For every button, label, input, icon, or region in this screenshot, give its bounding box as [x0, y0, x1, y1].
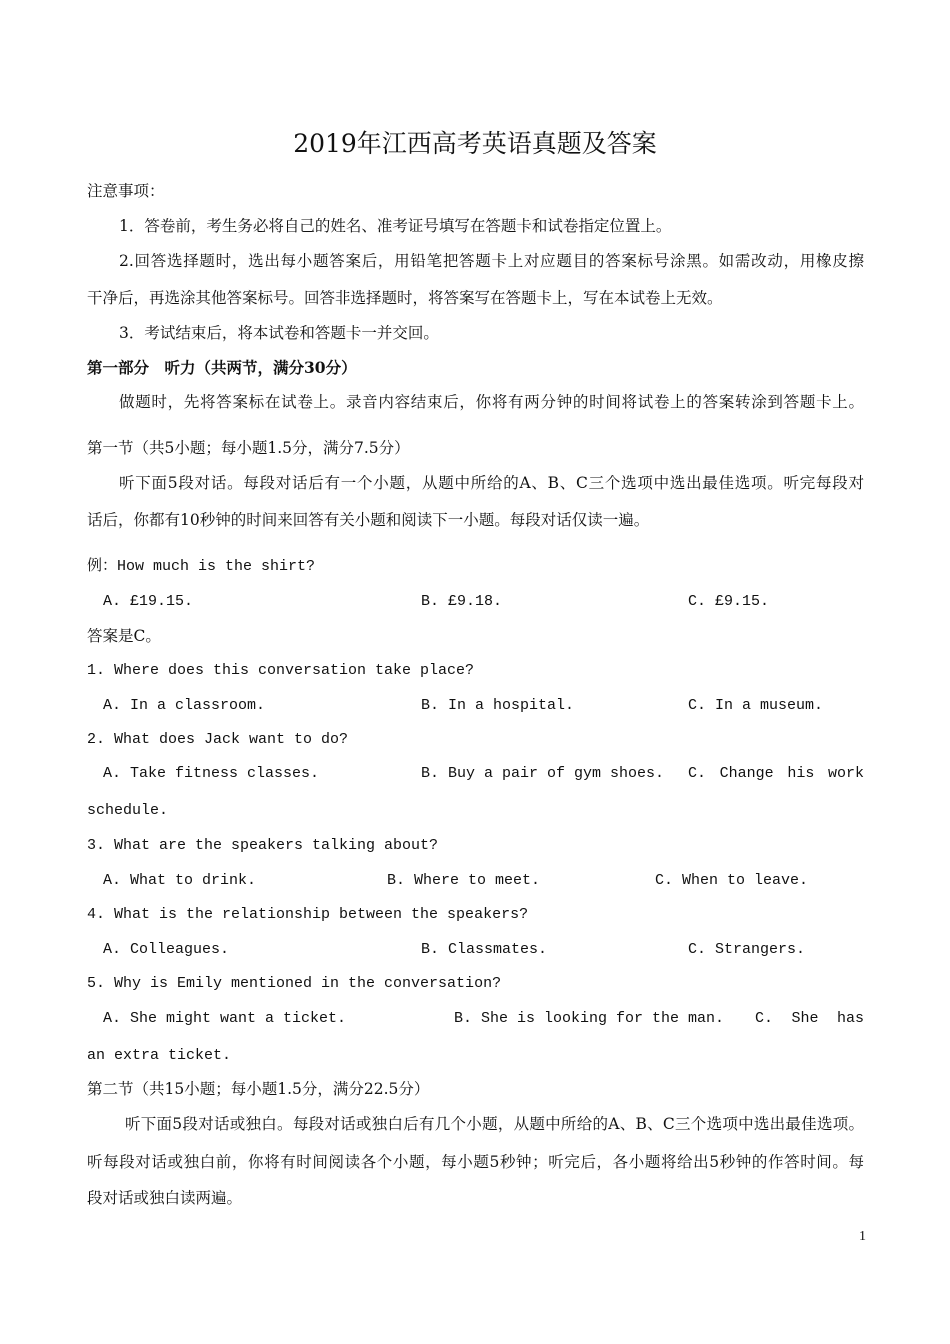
notice-heading: 注意事项：	[87, 182, 165, 200]
question-2-option-a: A. Take fitness classes.	[103, 765, 320, 782]
section2-instruction-line-2: 听每段对话或独白前，你将有时间阅读各个小题，每小题5秒钟；听完后，各小题将给出5秒钟的作答时间。每	[87, 1153, 864, 1171]
question-4-option-b: B. Classmates.	[421, 941, 548, 958]
notice-item-3: 3．考试结束后，将本试卷和答题卡一并交回。	[119, 324, 439, 342]
example-option-c: C. £9.15.	[688, 593, 770, 610]
page-title: 2019年江西高考英语真题及答案	[293, 129, 657, 158]
question-4: 4. What is the relationship between the speakers?	[87, 906, 529, 923]
question-5-option-c: C. She has	[755, 1010, 864, 1027]
question-1-option-a: A. In a classroom.	[103, 697, 266, 714]
example-answer: 答案是C。	[87, 627, 161, 645]
example-question: 例：How much is the shirt?	[87, 558, 316, 575]
example-option-a: A. £19.15.	[103, 593, 194, 610]
question-1-option-c: C. In a museum.	[688, 697, 824, 714]
section1-instruction-line-2: 话后，你都有10秒钟的时间来回答有关小题和阅读下一小题。每段对话仅读一遍。	[87, 511, 650, 529]
question-2-option-b: B. Buy a pair of gym shoes.	[421, 765, 665, 782]
question-3-option-c: C. When to leave.	[655, 872, 809, 889]
notice-item-1: 1．答卷前，考生务必将自己的姓名、准考证号填写在答题卡和试卷指定位置上。	[119, 217, 672, 235]
question-1: 1. Where does this conversation take place?	[87, 662, 475, 679]
question-3-option-a: A. What to drink.	[103, 872, 257, 889]
notice-item-2-line-2: 干净后，再选涂其他答案标号。回答非选择题时，将答案写在答题卡上，写在本试卷上无效。	[87, 289, 723, 307]
question-2-option-c-continued: schedule.	[87, 802, 169, 819]
question-5: 5. Why is Emily mentioned in the conversation?	[87, 975, 502, 992]
section2-instruction-line-3: 段对话或独白读两遍。	[87, 1189, 243, 1207]
part1-instruction: 做题时，先将答案标在试卷上。录音内容结束后，你将有两分钟的时间将试卷上的答案转涂到答题卡上。	[119, 393, 864, 411]
question-5-option-b: B. She is looking for the man.	[454, 1010, 725, 1027]
question-3-option-b: B. Where to meet.	[387, 872, 541, 889]
question-5-option-c-continued: an extra ticket.	[87, 1047, 232, 1064]
question-4-option-a: A. Colleagues.	[103, 941, 230, 958]
part1-heading: 第一部分 听力（共两节，满分30分）	[87, 358, 357, 377]
question-2-option-c: C. Change his work	[688, 765, 864, 782]
question-2: 2. What does Jack want to do?	[87, 731, 349, 748]
section1-instruction-line-1: 听下面5段对话。每段对话后有一个小题，从题中所给的A、B、C三个选项中选出最佳选项。听完每段对	[119, 474, 864, 492]
example-option-b: B. £9.18.	[421, 593, 503, 610]
section2-heading: 第二节（共15小题；每小题1.5分，满分22.5分）	[87, 1080, 430, 1098]
question-1-option-b: B. In a hospital.	[421, 697, 575, 714]
question-4-option-c: C. Strangers.	[688, 941, 806, 958]
section2-instruction-line-1: 听下面5段对话或独白。每段对话或独白后有几个小题，从题中所给的A、B、C三个选项中选出最佳选项。	[125, 1115, 864, 1133]
page-number: 1	[859, 1229, 866, 1244]
question-3: 3. What are the speakers talking about?	[87, 837, 439, 854]
question-5-option-a: A. She might want a ticket.	[103, 1010, 347, 1027]
notice-item-2-line-1: 2.回答选择题时，选出每小题答案后，用铅笔把答题卡上对应题目的答案标号涂黑。如需改动，用橡皮擦	[119, 252, 864, 270]
section1-heading: 第一节（共5小题；每小题1.5分，满分7.5分）	[87, 439, 410, 457]
